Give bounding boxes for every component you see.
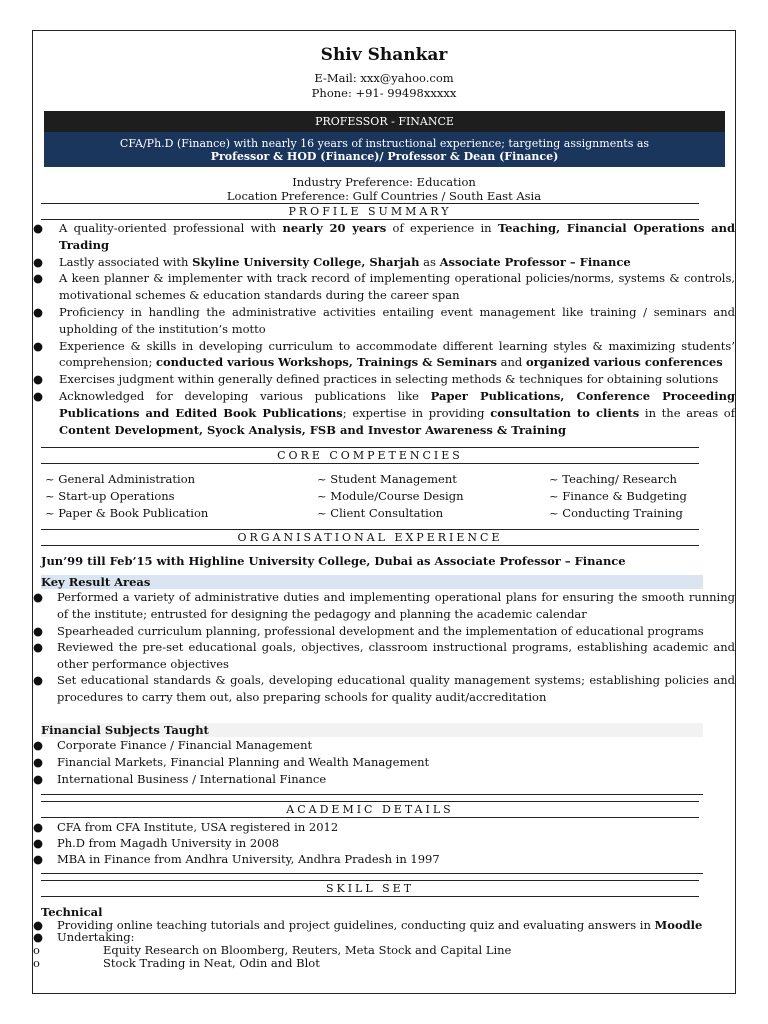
- bullet-icon: ●: [33, 221, 44, 235]
- bullet-icon: ●: [33, 338, 44, 353]
- academic-details-list: [33, 819, 735, 867]
- preferences: [33, 175, 735, 203]
- divider: [41, 794, 703, 795]
- body-text: A keen planner & implementer with track record of implementing operational policies/norms, systems & controls, motivational schemes & education standards during the career span: [59, 271, 735, 303]
- subject-item: [33, 737, 735, 754]
- bullet-icon: ●: [33, 673, 44, 688]
- body-text: Providing online teaching tutorials and project guidelines, conducting quiz and evaluating answers in: [57, 917, 655, 932]
- body-text: Undertaking:: [57, 930, 135, 945]
- summary-item: [33, 388, 735, 438]
- body-text: Lastly associated with: [59, 254, 193, 269]
- body-text: Financial Markets, Financial Planning and Wealth Management: [57, 754, 430, 769]
- body-text: Reviewed the pre-set educational goals, objectives, classroom instructional programs, establishing academic and other performance objectives: [57, 640, 735, 671]
- body-text: International Business / International Finance: [57, 771, 327, 786]
- bullet-icon: ●: [33, 771, 44, 786]
- bullet-icon: ●: [33, 388, 44, 403]
- body-text: Experience & skills in developing curriculum to accommodate different learning styles & maximizing students’ comprehension;: [59, 338, 735, 370]
- skill-sub-item: [33, 957, 735, 970]
- bullet-icon: ●: [33, 640, 44, 655]
- body-text: Corporate Finance / Financial Management: [57, 737, 313, 752]
- subject-item: [33, 771, 735, 788]
- emphasis-text: Teaching, Financial Operations and Trading: [59, 221, 736, 252]
- competency-item: ~ Client Consultation: [317, 506, 444, 521]
- bullet-icon: o: [33, 942, 40, 957]
- financial-subjects-heading: Financial Subjects Taught: [41, 723, 703, 737]
- technical-skills-list: [33, 919, 735, 944]
- academic-item: [33, 835, 735, 851]
- competency-item: ~ General Administration: [45, 472, 196, 487]
- phone-line: Phone: +91- 99498xxxxx: [311, 86, 457, 100]
- technical-heading: Technical: [41, 904, 103, 919]
- body-text: and: [497, 355, 526, 370]
- target-line-2: Professor & HOD (Finance)/ Professor & Dean (Finance): [210, 150, 559, 163]
- kra-item: [33, 639, 735, 672]
- emphasis-text: Skyline University College, Sharjah: [192, 254, 420, 269]
- contact-block: [33, 71, 735, 101]
- competency-item: ~ Student Management: [317, 472, 457, 487]
- body-text: Equity Research on Bloomberg, Reuters, Meta Stock and Capital Line: [103, 942, 512, 957]
- bullet-icon: o: [33, 955, 40, 970]
- bullet-icon: ●: [33, 623, 44, 638]
- key-result-areas-heading: Key Result Areas: [41, 575, 703, 589]
- emphasis-text: Content Development, Syock Analysis, FSB and Investor Awareness & Training: [59, 422, 567, 437]
- kra-item: [33, 589, 735, 622]
- competency-item: ~ Teaching/ Research: [549, 472, 677, 487]
- resume-page: [32, 30, 736, 994]
- core-competencies-heading: CORE COMPETENCIES: [41, 447, 699, 464]
- body-text: MBA in Finance from Andhra University, Andhra Pradesh in 1997: [57, 851, 440, 866]
- bullet-icon: ●: [33, 304, 44, 319]
- bullet-icon: ●: [33, 917, 44, 932]
- skill-item: [33, 919, 735, 932]
- body-text: ; expertise in providing: [342, 405, 491, 420]
- summary-item: [33, 371, 735, 388]
- bullet-icon: ●: [33, 754, 44, 769]
- summary-item: [33, 304, 735, 338]
- academic-details-heading: ACADEMIC DETAILS: [41, 801, 699, 818]
- bullet-icon: ●: [33, 737, 44, 752]
- competency-item: ~ Module/Course Design: [317, 489, 464, 504]
- bullet-icon: ●: [33, 851, 44, 866]
- experience-role-line: Jun’99 till Feb’15 with Highline University College, Dubai as Associate Professor – Finance: [41, 554, 626, 569]
- emphasis-text: consultation to clients: [490, 405, 640, 420]
- emphasis-text: Moodle: [654, 917, 703, 932]
- candidate-name: Shiv Shankar: [320, 45, 448, 65]
- body-text: of experience in: [386, 221, 498, 235]
- body-text: in the areas of: [639, 405, 735, 420]
- industry-preference: Industry Preference: Education: [292, 175, 476, 189]
- bullet-icon: ●: [33, 835, 44, 850]
- academic-item: [33, 819, 735, 835]
- competency-item: ~ Start-up Operations: [45, 489, 175, 504]
- core-competencies-grid: [45, 471, 735, 522]
- body-text: CFA from CFA Institute, USA registered in 2012: [57, 819, 339, 834]
- summary-item: [33, 254, 735, 271]
- bullet-icon: ●: [33, 372, 44, 387]
- body-text: Stock Trading in Neat, Odin and Blot: [103, 955, 320, 970]
- divider: [41, 873, 703, 874]
- body-text: Set educational standards & goals, developing educational quality management systems; establishing policies and procedures to carry them out, also preparing schools for quality audit/accreditation: [57, 673, 735, 704]
- location-preference: Location Preference: Gulf Countries / South East Asia: [226, 189, 542, 203]
- competency-item: ~ Paper & Book Publication: [45, 506, 209, 521]
- body-text: as: [419, 254, 440, 269]
- bullet-icon: ●: [33, 819, 44, 834]
- skill-set-heading: SKILL SET: [41, 880, 699, 897]
- academic-item: [33, 851, 735, 867]
- target-banner: [44, 132, 725, 167]
- bullet-icon: ●: [33, 254, 44, 269]
- body-text: Exercises judgment within generally defined practices in selecting methods & techniques for obtaining solutions: [59, 372, 719, 387]
- emphasis-text: nearly 20 years: [282, 221, 387, 235]
- summary-item: [33, 220, 735, 254]
- key-result-areas-list: [33, 589, 735, 705]
- competency-item: ~ Conducting Training: [549, 506, 683, 521]
- body-text: Spearheaded curriculum planning, professional development and the implementation of educational programs: [57, 623, 704, 638]
- email-line: E-Mail: xxx@yahoo.com: [314, 71, 454, 85]
- body-text: A quality-oriented professional with: [59, 221, 283, 235]
- summary-item: [33, 338, 735, 372]
- role-title-banner: PROFESSOR - FINANCE: [44, 111, 725, 132]
- emphasis-text: Associate Professor – Finance: [439, 254, 631, 269]
- financial-subjects-list: [33, 737, 735, 788]
- bullet-icon: ●: [33, 590, 44, 605]
- body-text: Performed a variety of administrative duties and implementing operational plans for ensuring the smooth running of the institute; entrusted for designing the pedagogy and planning the academic calendar: [57, 590, 735, 621]
- body-text: Ph.D from Magadh University in 2008: [57, 835, 280, 850]
- kra-item: [33, 672, 735, 705]
- body-text: Acknowledged for developing various publications like: [59, 388, 431, 403]
- undertaking-sub-list: [33, 944, 735, 970]
- organisational-experience-heading: ORGANISATIONAL EXPERIENCE: [41, 529, 699, 546]
- profile-summary-heading: PROFILE SUMMARY: [41, 203, 699, 220]
- competency-item: ~ Finance & Budgeting: [549, 489, 687, 504]
- subject-item: [33, 754, 735, 771]
- bullet-icon: ●: [33, 930, 44, 945]
- body-text: Proficiency in handling the administrative activities entailing event management like training / seminars and upholding of the institution’s motto: [59, 304, 735, 336]
- summary-item: [33, 270, 735, 304]
- emphasis-text: organized various conferences: [525, 355, 723, 370]
- kra-item: [33, 623, 735, 640]
- profile-summary-list: [33, 220, 735, 438]
- target-line-1: CFA/Ph.D (Finance) with nearly 16 years of instructional experience; targeting assignments as: [119, 137, 650, 150]
- bullet-icon: ●: [33, 271, 44, 286]
- emphasis-text: conducted various Workshops, Trainings & Seminars: [156, 355, 497, 370]
- emphasis-text: Paper Publications, Conference Proceeding Publications and Edited Book Publications: [59, 388, 735, 420]
